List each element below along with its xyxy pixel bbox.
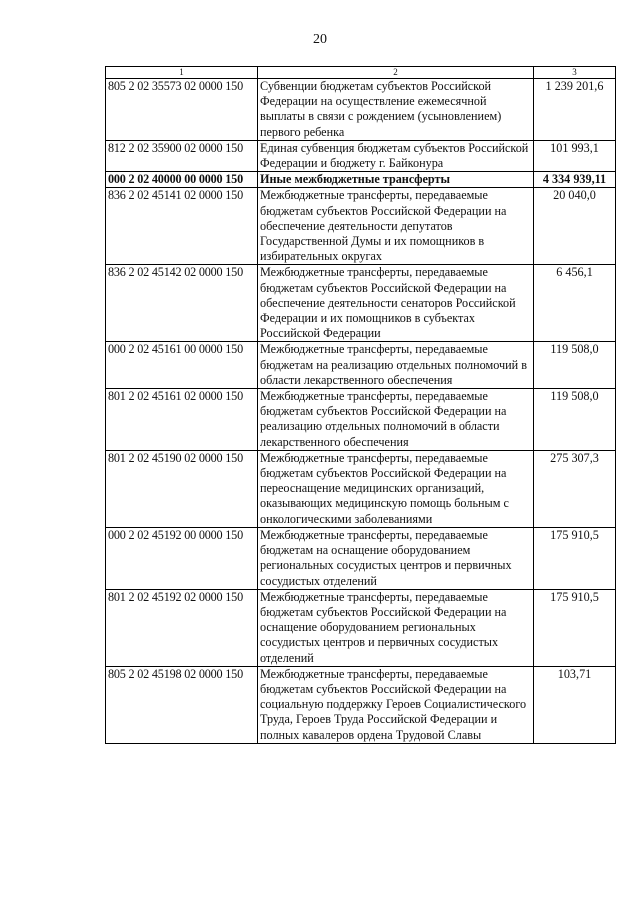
revenue-description: Межбюджетные трансферты, передаваемые бюджетам субъектов Российской Федерации на реализацию отдельных полномочий в области лекарственного обеспечения <box>258 389 534 451</box>
amount-value: 4 334 939,11 <box>534 172 616 188</box>
budget-classification-code: 836 2 02 45142 02 0000 150 <box>106 265 258 342</box>
revenue-description: Межбюджетные трансферты, передаваемые бюджетам на оснащение оборудованием региональных сосудистых центров и первичных сосудистых отделений <box>258 527 534 589</box>
column-number-2: 2 <box>258 67 534 79</box>
table-row <box>106 265 616 342</box>
table-row <box>106 140 616 171</box>
column-number-row <box>106 67 616 79</box>
table-row <box>106 188 616 265</box>
table-row <box>106 666 616 743</box>
budget-classification-code: 000 2 02 40000 00 0000 150 <box>106 172 258 188</box>
revenue-description: Межбюджетные трансферты, передаваемые бюджетам на реализацию отдельных полномочий в области лекарственного обеспечения <box>258 342 534 389</box>
page-number: 20 <box>313 32 327 47</box>
table-row <box>106 172 616 188</box>
amount-value: 119 508,0 <box>534 342 616 389</box>
budget-classification-code: 805 2 02 45198 02 0000 150 <box>106 666 258 743</box>
revenue-description: Межбюджетные трансферты, передаваемые бюджетам субъектов Российской Федерации на обеспечение деятельности депутатов Государственной Думы и их помощников в избирательных округах <box>258 188 534 265</box>
table-row <box>106 450 616 527</box>
table-body <box>106 79 616 744</box>
amount-value: 175 910,5 <box>534 589 616 666</box>
revenue-description: Межбюджетные трансферты, передаваемые бюджетам субъектов Российской Федерации на переоснащение медицинских организаций, оказывающих медицинскую помощь больным с онкологическими заболеваниями <box>258 450 534 527</box>
amount-value: 101 993,1 <box>534 140 616 171</box>
table-row <box>106 342 616 389</box>
revenue-description: Субвенции бюджетам субъектов Российской Федерации на осуществление ежемесячной выплаты в связи с рождением (усыновлением) первого ребенка <box>258 79 534 141</box>
budget-classification-code: 812 2 02 35900 02 0000 150 <box>106 140 258 171</box>
amount-value: 175 910,5 <box>534 527 616 589</box>
amount-value: 20 040,0 <box>534 188 616 265</box>
amount-value: 103,71 <box>534 666 616 743</box>
revenue-description: Межбюджетные трансферты, передаваемые бюджетам субъектов Российской Федерации на социальную поддержку Героев Социалистического Труда, Героев Труда Российской Федерации и полных кавалеров ордена Трудовой Славы <box>258 666 534 743</box>
revenue-description: Межбюджетные трансферты, передаваемые бюджетам субъектов Российской Федерации на обеспечение деятельности сенаторов Российской Федерации и их помощников в субъектах Российской Федерации <box>258 265 534 342</box>
table-row <box>106 527 616 589</box>
table-row <box>106 79 616 141</box>
budget-classification-code: 000 2 02 45192 00 0000 150 <box>106 527 258 589</box>
revenue-description: Межбюджетные трансферты, передаваемые бюджетам субъектов Российской Федерации на оснащение оборудованием региональных сосудистых центров и первичных сосудистых отделений <box>258 589 534 666</box>
amount-value: 6 456,1 <box>534 265 616 342</box>
budget-revenue-table <box>105 66 616 744</box>
amount-value: 1 239 201,6 <box>534 79 616 141</box>
budget-classification-code: 801 2 02 45192 02 0000 150 <box>106 589 258 666</box>
budget-classification-code: 801 2 02 45161 02 0000 150 <box>106 389 258 451</box>
budget-classification-code: 000 2 02 45161 00 0000 150 <box>106 342 258 389</box>
revenue-description: Иные межбюджетные трансферты <box>258 172 534 188</box>
budget-classification-code: 836 2 02 45141 02 0000 150 <box>106 188 258 265</box>
table-row <box>106 389 616 451</box>
revenue-description: Единая субвенция бюджетам субъектов Российской Федерации и бюджету г. Байконура <box>258 140 534 171</box>
table-row <box>106 589 616 666</box>
amount-value: 275 307,3 <box>534 450 616 527</box>
amount-value: 119 508,0 <box>534 389 616 451</box>
column-number-3: 3 <box>534 67 616 79</box>
budget-classification-code: 801 2 02 45190 02 0000 150 <box>106 450 258 527</box>
budget-classification-code: 805 2 02 35573 02 0000 150 <box>106 79 258 141</box>
column-number-1: 1 <box>106 67 258 79</box>
